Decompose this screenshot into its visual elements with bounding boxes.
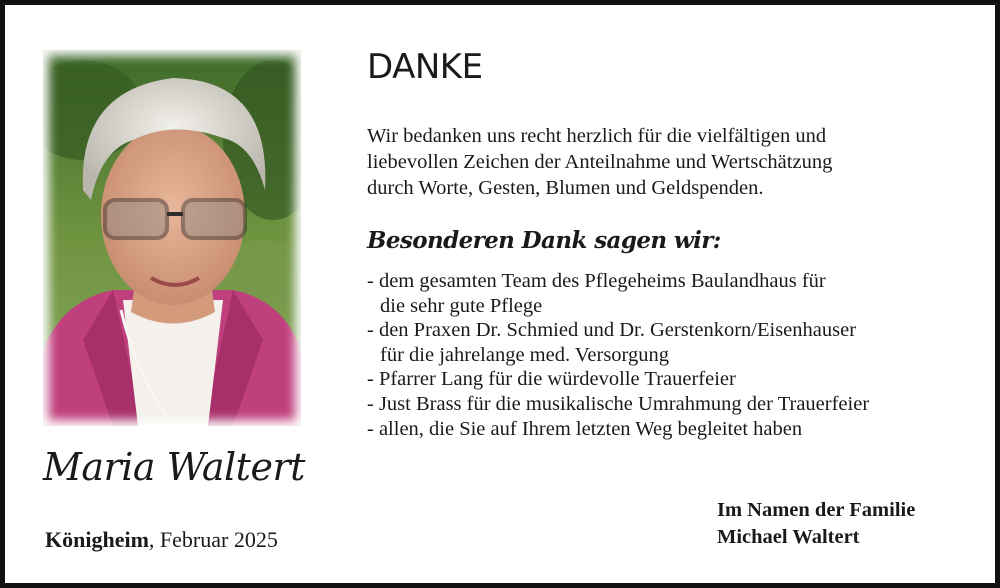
signature-line: Im Namen der Familie [717,499,916,521]
deceased-name: Maria Waltert [43,445,305,489]
intro-text [367,123,967,201]
signature [717,497,915,551]
intro-line: durch Worte, Gesten, Blumen und Geldspenden. [367,177,764,199]
thanks-list [367,269,987,441]
list-item: - Just Brass für die musikalische Umrahmung der Trauerfeier [367,392,870,415]
place: Königheim [45,527,149,552]
portrait-photo [43,50,301,426]
intro-line: liebevollen Zeichen der Anteilnahme und Wertschätzung [367,151,833,173]
list-item-continuation: die sehr gute Pflege [380,294,543,317]
list-item: - dem gesamten Team des Pflegeheims Baulandhaus für [367,270,826,292]
intro-line: Wir bedanken uns recht herzlich für die vielfältigen und [367,125,827,147]
date: , Februar 2025 [148,527,278,552]
notice-title: DANKE [367,47,483,87]
place-date [45,527,278,553]
list-item: - den Praxen Dr. Schmied und Dr. Gerstenkorn/Eisenhauser [367,319,857,342]
signature-name: Michael Waltert [717,526,860,548]
list-item: - allen, die Sie auf Ihrem letzten Weg begleitet haben [367,417,803,440]
list-item: - Pfarrer Lang für die würdevolle Trauerfeier [367,368,736,391]
thanks-subheading: Besonderen Dank sagen wir: [367,227,721,254]
list-item-continuation: für die jahrelange med. Versorgung [380,343,670,366]
